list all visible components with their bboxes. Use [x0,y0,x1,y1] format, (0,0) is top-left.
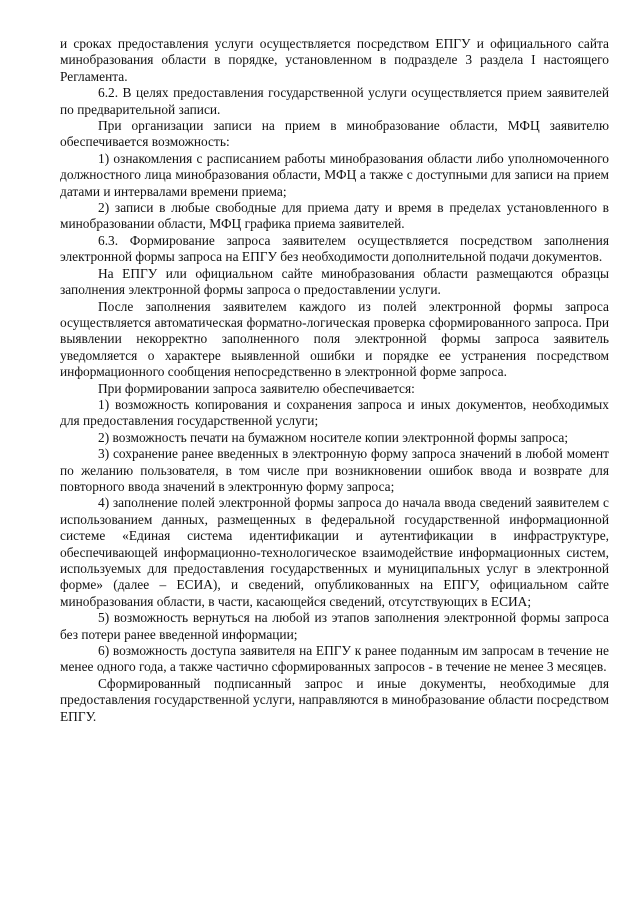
paragraph: 4) заполнение полей электронной формы запроса до начала ввода сведений заявителем с использованием данных, размещенных в федеральной государственной информационной системе «Единая система идентификации и аутентификации в инфраструктуре, обеспечивающей информационно-технологическое взаимодействие информационных систем, используемых для предоставления государственных и муниципальных услуг в электронной форме» (далее – ЕСИА), и сведений, опубликованных на ЕПГУ, официальном сайте минобразования области, в части, касающейся сведений, отсутствующих в ЕСИА; [60,495,609,609]
paragraph: 1) ознакомления с расписанием работы минобразования области либо уполномоченного должностного лица минобразования области, МФЦ а также с доступными для записи на прием датами и интервалами времени приема; [60,150,609,199]
paragraph: 6.3. Формирование запроса заявителем осуществляется посредством заполнения электронной формы запроса на ЕПГУ без необходимости дополнительной подачи документов. [60,232,609,265]
paragraph: 2) записи в любые свободные для приема дату и время в пределах установленного в минобразовании области, МФЦ графика приема заявителей. [60,200,609,232]
paragraph: 6.2. В целях предоставления государственной услуги осуществляется прием заявителей по предварительной записи. [60,85,609,117]
paragraph: 2) возможность печати на бумажном носителе копии электронной формы запроса; [98,429,569,445]
paragraph: 5) возможность вернуться на любой из этапов заполнения электронной формы запроса без потери ранее введенной информации; [60,610,609,642]
paragraph: 3) сохранение ранее введенных в электронную форму запроса значений в любой момент по желанию пользователя, в том числе при возникновении ошибок ввода и возврате для повторного ввода значений в электронную форму запроса; [60,446,609,494]
paragraph: 1) возможность копирования и сохранения запроса и иных документов, необходимых для предоставления государственной услуги; [60,396,609,429]
paragraph: 6) возможность доступа заявителя на ЕПГУ к ранее поданным им запросам в течение не менее одного года, а также частично сформированных запросов - в течение не менее 3 месяцев. [60,643,609,675]
document-page [60,36,609,725]
paragraph: При формировании запроса заявителю обеспечивается: [98,380,415,396]
paragraph: На ЕПГУ или официальном сайте минобразования области размещаются образцы заполнения электронной формы запроса о предоставлении услуги. [60,265,609,298]
paragraph: При организации записи на прием в минобразование области, МФЦ заявителю обеспечивается возможность: [60,118,609,150]
paragraph: После заполнения заявителем каждого из полей электронной формы запроса осуществляется автоматическая форматно-логическая проверка сформированного запроса. При выявлении некорректно заполненного поля электронной формы запроса заявитель уведомляется о характере выявленной ошибки и порядке ее устранения посредством информационного сообщения непосредственно в электронной форме запроса. [60,298,609,380]
paragraph: Сформированный подписанный запрос и иные документы, необходимые для предоставления государственной услуги, направляются в минобразование области посредством ЕПГУ. [60,675,609,724]
paragraph: и сроках предоставления услуги осуществляется посредством ЕПГУ и официального сайта минобразования области в порядке, установленном в подразделе 3 раздела I настоящего Регламента. [60,36,609,84]
